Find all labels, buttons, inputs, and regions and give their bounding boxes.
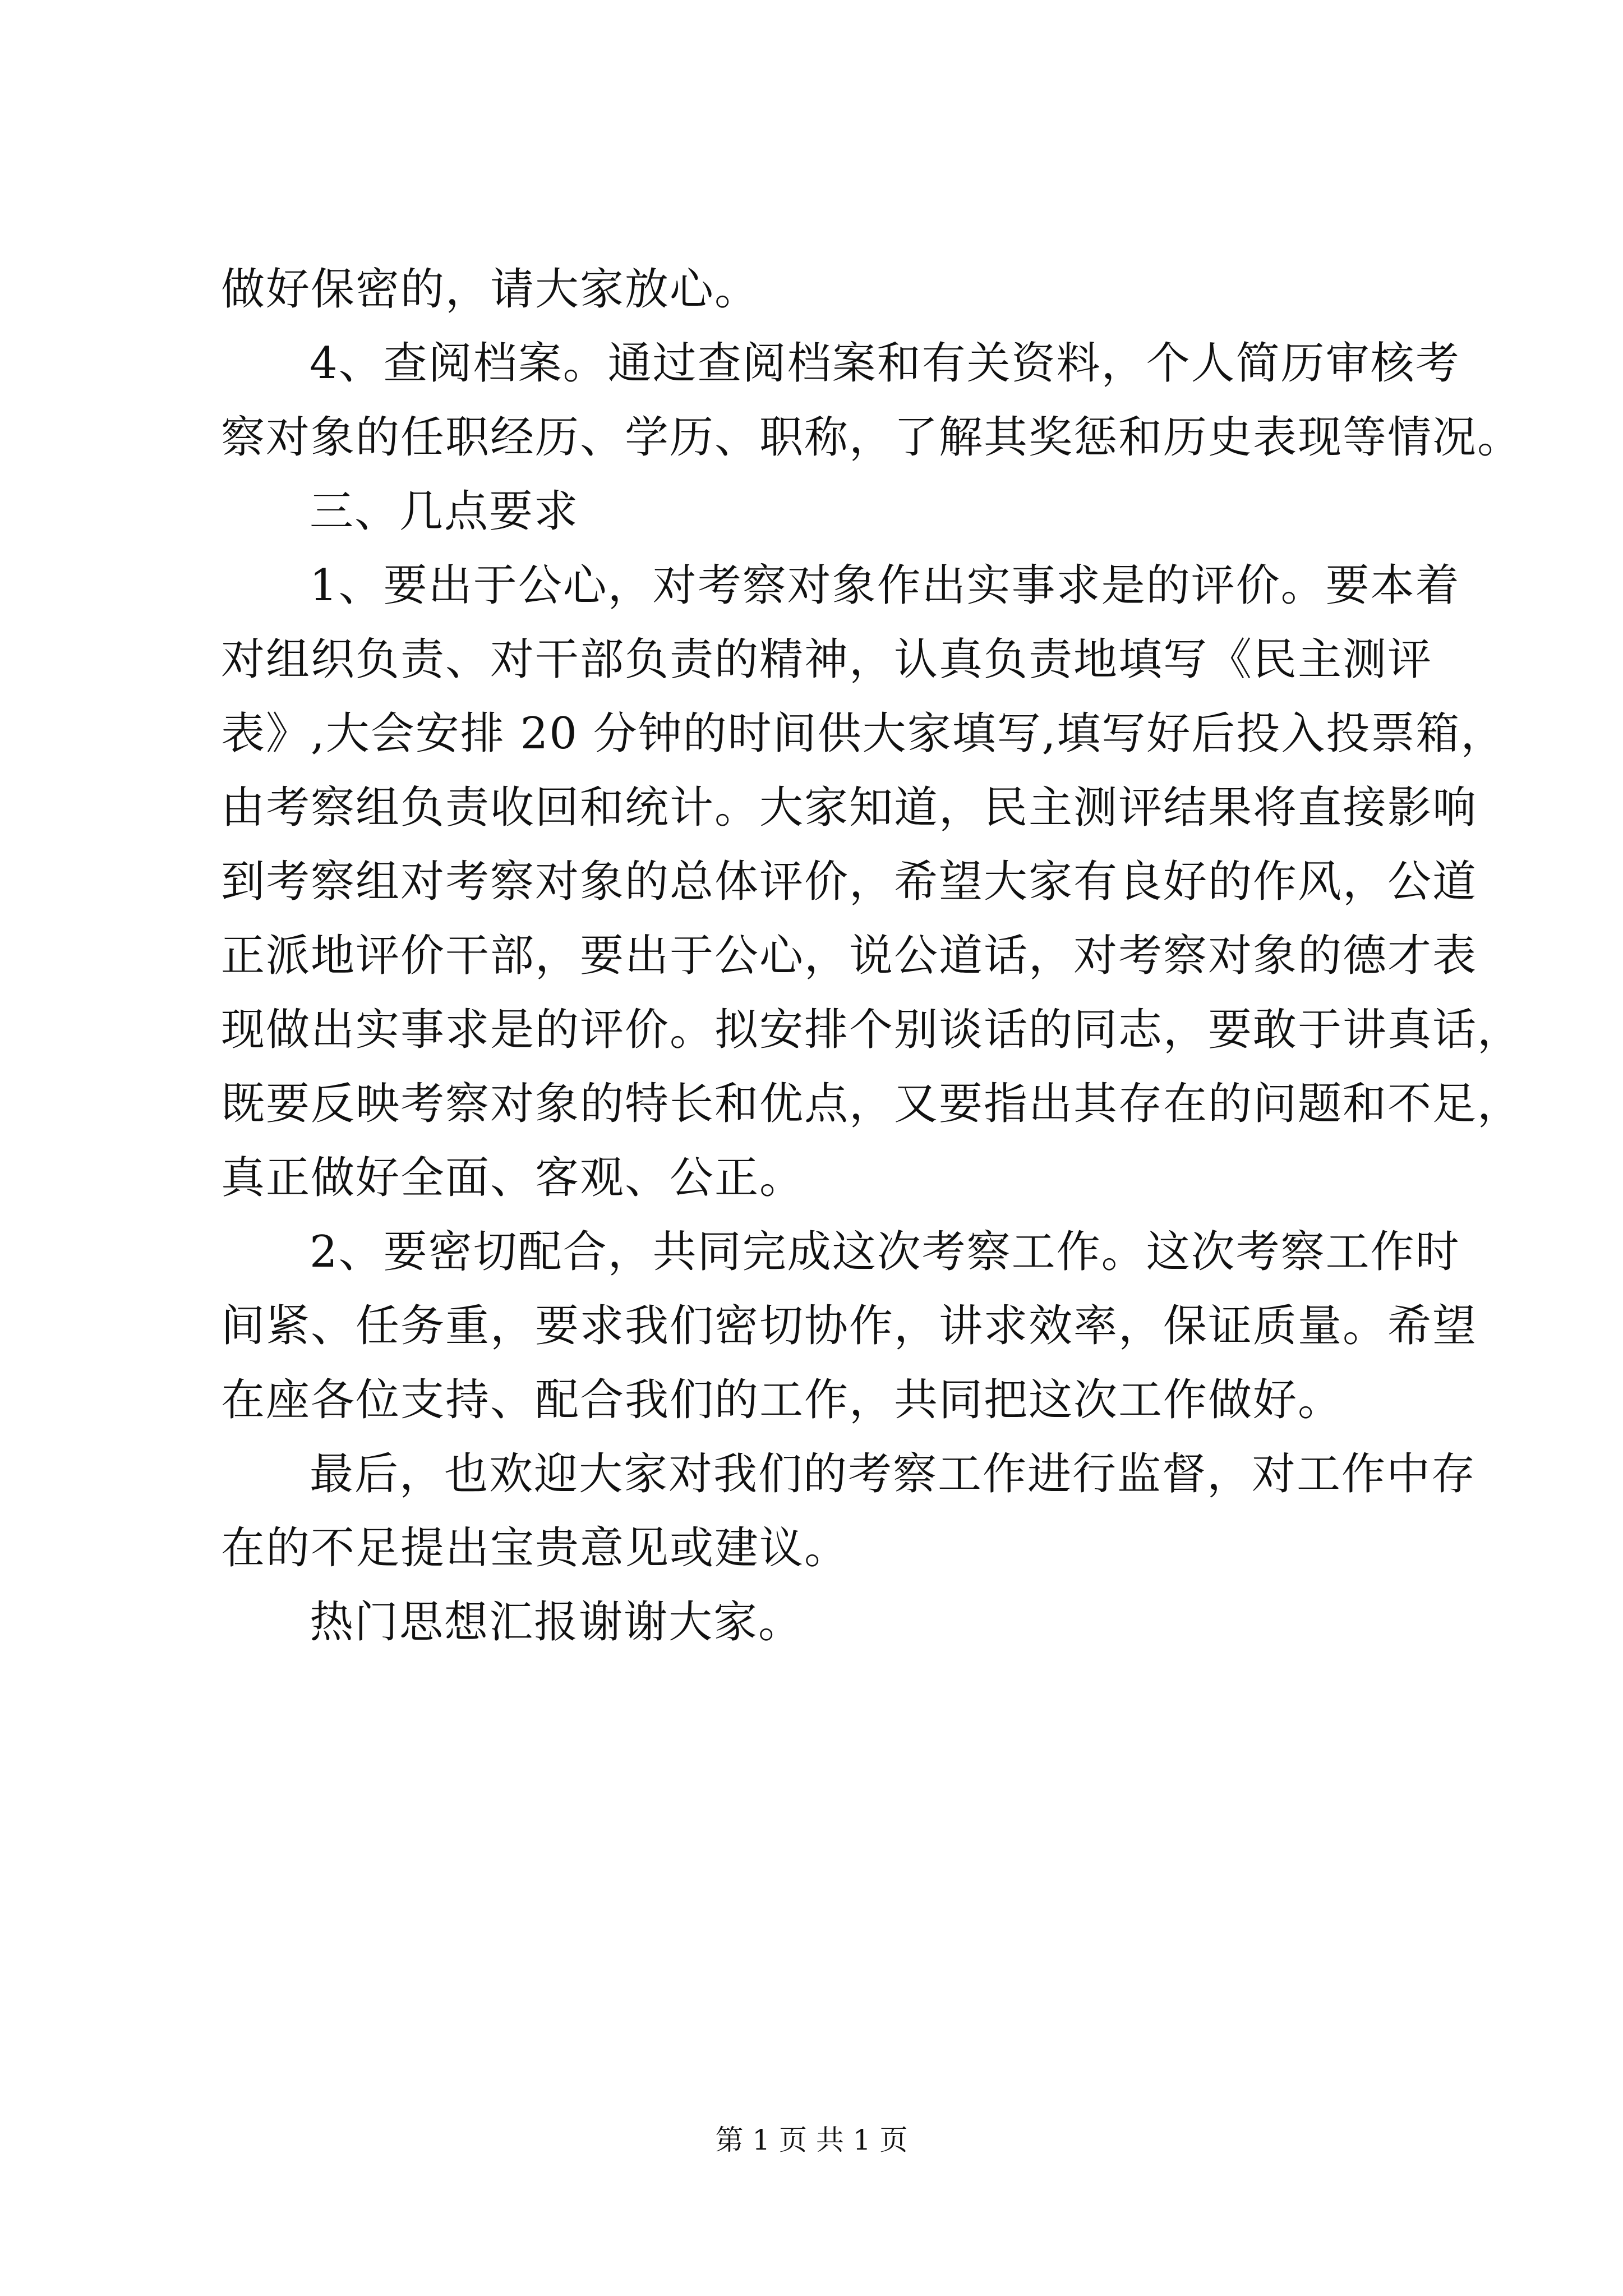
text-line-17: 最后，也欢迎大家对我们的考察工作进行监督，对工作中存	[310, 1449, 1477, 1499]
text-line-5: 1、要出于公心，对考察对象作出实事求是的评价。要本着	[310, 560, 1460, 611]
section-heading: 三、几点要求	[310, 486, 579, 537]
text-line-3: 察对象的任职经历、学历、职称，了解其奖惩和历史表现等情况。	[221, 412, 1523, 463]
text-line-6: 对组织负责、对干部负责的精神，认真负责地填写《民主测评	[221, 634, 1433, 685]
text-line-10: 正派地评价干部，要出于公心，说公道话，对考察对象的德才表	[221, 931, 1478, 981]
text-line-13: 真正做好全面、客观、公正。	[221, 1153, 805, 1203]
text-line-16: 在座各位支持、配合我们的工作，共同把这次工作做好。	[221, 1375, 1343, 1425]
text-line-19: 热门思想汇报谢谢大家。	[310, 1597, 804, 1648]
text-line-15: 间紧、任务重，要求我们密切协作，讲求效率，保证质量。希望	[221, 1301, 1478, 1351]
page-number-footer: 第 1 页 共 1 页	[715, 2124, 908, 2156]
text-line-8: 由考察组负责收回和统计。大家知道，民主测评结果将直接影响	[221, 783, 1478, 833]
text-line-1: 做好保密的，请大家放心。	[221, 264, 760, 315]
text-line-12: 既要反映考察对象的特长和优点，又要指出其存在的问题和不足，	[221, 1079, 1523, 1129]
text-line-9: 到考察组对考察对象的总体评价，希望大家有良好的作风，公道	[221, 857, 1478, 907]
text-line-11: 现做出实事求是的评价。拟安排个别谈话的同志，要敢于讲真话，	[221, 1005, 1523, 1055]
text-line-14: 2、要密切配合，共同完成这次考察工作。这次考察工作时	[310, 1227, 1460, 1277]
document-body	[221, 252, 1523, 1659]
text-line-18: 在的不足提出宝贵意见或建议。	[221, 1523, 850, 1573]
text-line-7: 表》,大会安排 20 分钟的时间供大家填写,填写好后投入投票箱，	[221, 708, 1506, 759]
text-line-2: 4、查阅档案。通过查阅档案和有关资料，个人简历审核考	[310, 338, 1460, 389]
